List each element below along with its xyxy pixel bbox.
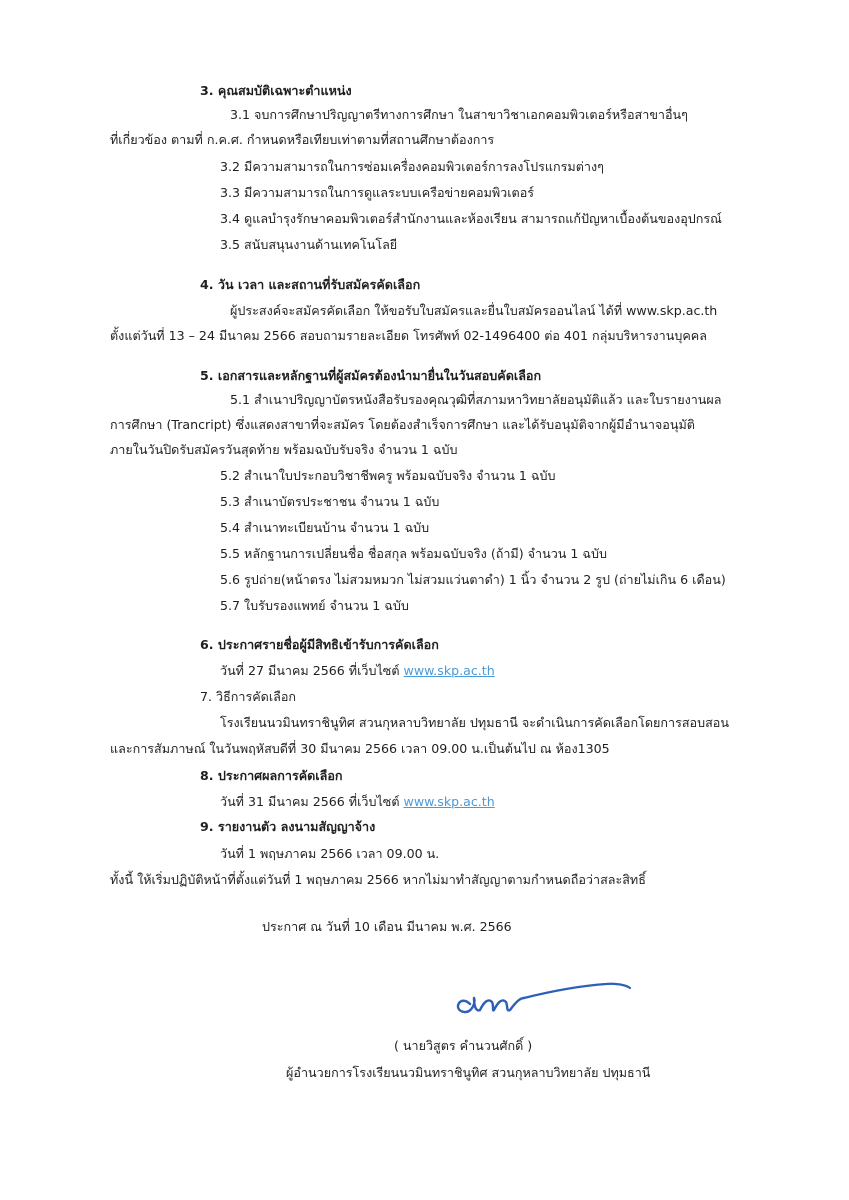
section-7-para-line-1: โรงเรียนนวมินทราชินูทิศ สวนกุหลาบวิทยาลัย ปทุมธานี จะดำเนินการคัดเลือกโดยการสอบสอน <box>220 715 729 730</box>
announcement-date: ประกาศ ณ วันที่ 10 เดือน มีนาคม พ.ศ. 2566 <box>262 919 512 934</box>
section-7-para-line-2: และการสัมภาษณ์ ในวันพฤหัสบดีที่ 30 มีนาคม 2566 เวลา 09.00 น.เป็นต้นไป ณ ห้อง1305 <box>110 741 610 756</box>
item-5-2: 5.2 สำเนาใบประกอบวิชาชีพครู พร้อมฉบับจริง จำนวน 1 ฉบับ <box>220 468 556 483</box>
signer-name: ( นายวิสูตร คำนวนศักดิ์ ) <box>394 1038 533 1053</box>
section-9-heading: 9. รายงานตัว ลงนามสัญญาจ้าง <box>200 819 376 834</box>
item-5-4: 5.4 สำเนาทะเบียนบ้าน จำนวน 1 ฉบับ <box>220 520 430 535</box>
section-8-heading: 8. ประกาศผลการคัดเลือก <box>200 768 343 783</box>
section-6-heading: 6. ประกาศรายชื่อผู้มีสิทธิเข้ารับการคัดเลือก <box>200 637 439 652</box>
item-5-1-line-3: ภายในวันปิดรับสมัครวันสุดท้าย พร้อมฉบับรับจริง จำนวน 1 ฉบับ <box>110 442 458 457</box>
item-5-3: 5.3 สำเนาบัตรประชาชน จำนวน 1 ฉบับ <box>220 494 440 509</box>
section-3-heading: 3. คุณสมบัติเฉพาะตำแหน่ง <box>200 83 352 98</box>
item-3-2: 3.2 มีความสามารถในการซ่อมเครื่องคอมพิวเตอร์การลงโปรแกรมต่างๆ <box>220 159 604 174</box>
signer-title: ผู้อำนวยการโรงเรียนนวมินทราชินูทิศ สวนกุหลาบวิทยาลัย ปทุมธานี <box>286 1065 651 1080</box>
section-7-heading: 7. วิธีการคัดเลือก <box>200 689 297 704</box>
section-8-date-line <box>220 793 495 811</box>
item-5-6: 5.6 รูปถ่าย(หน้าตรง ไม่สวมหมวก ไม่สวมแว่นตาดำ) 1 นิ้ว จำนวน 2 รูป (ถ่ายไม่เกิน 6 เดือน) <box>220 572 726 587</box>
item-5-1-line-1: 5.1 สำเนาปริญญาบัตรหนังสือรับรองคุณวุฒิที่สภามหาวิทยาลัยอนุมัติแล้ว และใบรายงานผล <box>230 392 722 407</box>
item-3-4: 3.4 ดูแลบำรุงรักษาคอมพิวเตอร์สำนักงานและห้องเรียน สามารถแก้ปัญหาเบื้องต้นของอุปกรณ์ <box>220 211 722 226</box>
item-5-7: 5.7 ใบรับรองแพทย์ จำนวน 1 ฉบับ <box>220 598 409 613</box>
website-link[interactable]: www.skp.ac.th <box>403 663 495 678</box>
item-3-1-line-2: ที่เกี่ยวข้อง ตามที่ ก.ค.ศ. กำหนดหรือเทียบเท่าตามที่สถานศึกษาต้องการ <box>110 132 495 147</box>
section-4-heading: 4. วัน เวลา และสถานที่รับสมัครคัดเลือก <box>200 277 421 292</box>
section-9-date: วันที่ 1 พฤษภาคม 2566 เวลา 09.00 น. <box>220 846 440 861</box>
section-6-date-line <box>220 662 495 680</box>
section-8-date-text: วันที่ 31 มีนาคม 2566 ที่เว็บไซต์ <box>220 794 404 809</box>
section-4-para-line-2: ตั้งแต่วันที่ 13 – 24 มีนาคม 2566 สอบถามรายละเอียด โทรศัพท์ 02-1496400 ต่อ 401 กลุ่มบริหารงานบุคคล <box>110 328 707 343</box>
item-5-1-line-2: การศึกษา (Trancript) ซึ่งแสดงสาขาที่จะสมัคร โดยต้องสำเร็จการศึกษา และได้รับอนุมัติจากผู้มีอำนาจอนุมัติ <box>110 417 695 432</box>
signature-image <box>448 972 638 1032</box>
item-5-5: 5.5 หลักฐานการเปลี่ยนชื่อ ชื่อสกุล พร้อมฉบับจริง (ถ้ามี) จำนวน 1 ฉบับ <box>220 546 607 561</box>
item-3-5: 3.5 สนับสนุนงานด้านเทคโนโลยี <box>220 237 398 252</box>
section-4-para-line-1: ผู้ประสงค์จะสมัครคัดเลือก ให้ขอรับใบสมัครและยื่นใบสมัครออนไลน์ ได้ที่ www.skp.ac.th <box>230 303 718 318</box>
website-link-results[interactable]: www.skp.ac.th <box>403 794 495 809</box>
item-3-3: 3.3 มีความสามารถในการดูแลระบบเครือข่ายคอมพิวเตอร์ <box>220 185 535 200</box>
section-5-heading: 5. เอกสารและหลักฐานที่ผู้สมัครต้องนำมายื่นในวันสอบคัดเลือก <box>200 368 542 383</box>
item-3-1-line-1: 3.1 จบการศึกษาปริญญาตรีทางการศึกษา ในสาขาวิชาเอกคอมพิวเตอร์หรือสาขาอื่นๆ <box>230 107 688 122</box>
section-9-note: ทั้งนี้ ให้เริ่มปฏิบัติหน้าที่ตั้งแต่วันที่ 1 พฤษภาคม 2566 หากไม่มาทำสัญญาตามกำหนดถือว่าสละสิทธิ์ <box>110 872 646 887</box>
section-6-date-text: วันที่ 27 มีนาคม 2566 ที่เว็บไซต์ <box>220 663 404 678</box>
